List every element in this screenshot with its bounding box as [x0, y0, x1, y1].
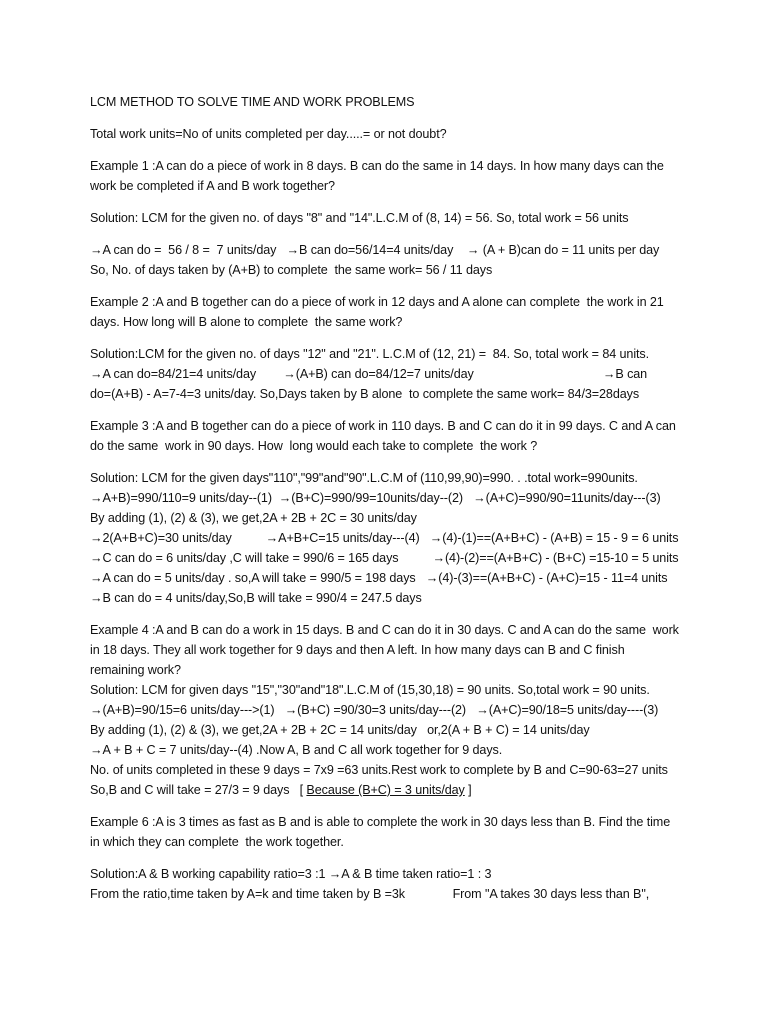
text-line: →A+B)=990/110=9 units/day--(1) →(B+C)=990/99=10units/day--(2) →(A+C)=990/90=11units/day---(3) [90, 491, 661, 505]
text-line: →(A+B)=90/15=6 units/day--->(1) →(B+C) =90/30=3 units/day---(2) →(A+C)=90/18=5 units/day----(3) [90, 703, 659, 717]
text-line: →A can do = 56 / 8 = 7 units/day →B can do=56/14=4 units/day → (A + B)can do = 11 units per day [90, 243, 660, 257]
text-line: By adding (1), (2) & (3), we get,2A + 2B + 2C = 30 units/day [90, 511, 417, 525]
text-line: →B can do = 4 units/day,So,B will take = 990/4 = 247.5 days [90, 591, 422, 605]
example-1-solution-steps [90, 240, 748, 280]
example-1-question [90, 156, 748, 196]
doc-title [90, 92, 748, 112]
intro-paragraph [90, 124, 748, 144]
underlined-note: Because (B+C) = 3 units/day [306, 783, 465, 797]
text-line [90, 780, 748, 800]
title-text: LCM METHOD TO SOLVE TIME AND WORK PROBLEMS [90, 95, 415, 109]
example-3-solution [90, 468, 748, 608]
text-line: Solution: LCM for the given days"110","99"and"90".L.C.M of (110,99,90)=990. . .total work=990units. [90, 471, 638, 485]
example-4 [90, 620, 748, 800]
text-line: →A + B + C = 7 units/day--(4) .Now A, B and C all work together for 9 days. [90, 743, 503, 757]
text-line: Example 1 :A can do a piece of work in 8 days. B can do the same in 14 days. In how many days can the [90, 159, 664, 173]
text-line: work be completed if A and B work together? [90, 179, 335, 193]
example-6-question [90, 812, 748, 852]
text-line: So, No. of days taken by (A+B) to complete the same work= 56 / 11 days [90, 263, 493, 277]
text-segment: ] [464, 783, 472, 797]
example-1-solution-lcm [90, 208, 748, 228]
text-line: Example 6 :A is 3 times as fast as B and is able to complete the work in 30 days less than B. Find the time [90, 815, 671, 829]
text-line: in 18 days. They all work together for 9 days and then A left. In how many days can B and C finish [90, 643, 625, 657]
text-line: No. of units completed in these 9 days = 7x9 =63 units.Rest work to complete by B and C=90-63=27 units [90, 763, 668, 777]
example-2-solution [90, 344, 748, 404]
text-line: Example 3 :A and B together can do a piece of work in 110 days. B and C can do it in 99 days. C and A can [90, 419, 676, 433]
example-2-question [90, 292, 748, 332]
text-line: do=(A+B) - A=7-4=3 units/day. So,Days taken by B alone to complete the same work= 84/3=28days [90, 387, 640, 401]
text-line: in which they can complete the work together. [90, 835, 344, 849]
text-line: do the same work in 90 days. How long would each take to complete the work ? [90, 439, 538, 453]
text-line: By adding (1), (2) & (3), we get,2A + 2B + 2C = 14 units/day or,2(A + B + C) = 14 units/day [90, 723, 590, 737]
text-line: Example 4 :A and B can do a work in 15 days. B and C can do it in 30 days. C and A can do the same work [90, 623, 679, 637]
text-line: remaining work? [90, 663, 181, 677]
text-segment: So,B and C will take = 27/3 = 9 days [ [90, 783, 307, 797]
text-line: Example 2 :A and B together can do a piece of work in 12 days and A alone can complete the work in 21 [90, 295, 664, 309]
text-line: →A can do = 5 units/day . so,A will take = 990/5 = 198 days →(4)-(3)==(A+B+C) - (A+C)=15 - 11=4 units [90, 571, 668, 585]
intro-text: Total work units=No of units completed per day.....= or not doubt? [90, 127, 447, 141]
text-line: From the ratio,time taken by A=k and time taken by B =3k From "A takes 30 days less than B", [90, 887, 650, 901]
text-line: Solution: LCM for given days "15","30"and"18".L.C.M of (15,30,18) = 90 units. So,total work = 90 units. [90, 683, 650, 697]
text-line: →2(A+B+C)=30 units/day →A+B+C=15 units/day---(4) →(4)-(1)==(A+B+C) - (A+B) = 15 - 9 = 6 units [90, 531, 679, 545]
text-line: days. How long will B alone to complete the same work? [90, 315, 403, 329]
example-6-solution [90, 864, 748, 904]
text-line: Solution: LCM for the given no. of days "8" and "14".L.C.M of (8, 14) = 56. So, total work = 56 units [90, 211, 629, 225]
example-3-question [90, 416, 748, 456]
text-line: →C can do = 6 units/day ,C will take = 990/6 = 165 days →(4)-(2)==(A+B+C) - (B+C) =15-10 = 5 units [90, 551, 679, 565]
text-line: Solution:A & B working capability ratio=3 :1 →A & B time taken ratio=1 : 3 [90, 867, 492, 881]
text-line: →A can do=84/21=4 units/day →(A+B) can do=84/12=7 units/day →B can [90, 367, 648, 381]
text-line: Solution:LCM for the given no. of days "12" and "21". L.C.M of (12, 21) = 84. So, total work = 84 units. [90, 347, 650, 361]
